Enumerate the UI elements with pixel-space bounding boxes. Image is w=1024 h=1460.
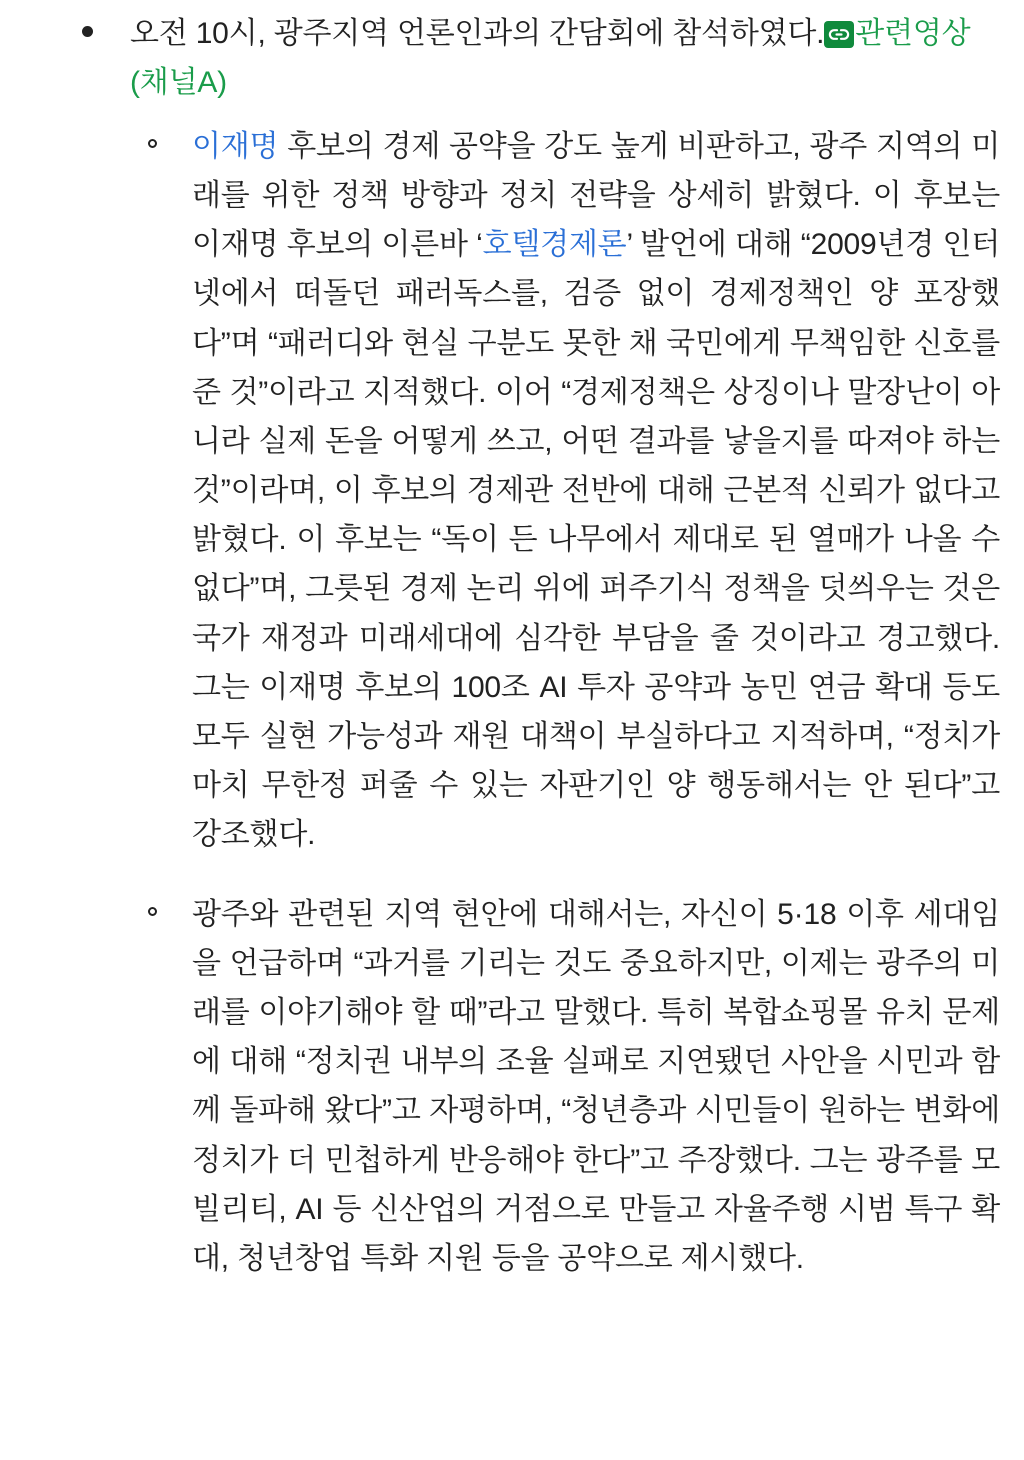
sub-item-text: 광주와 관련된 지역 현안에 대해서는, 자신이 5·18 이후 세대임을 언급하며 “과거를 기리는 것도 중요하지만, 이제는 광주의 미래를 이야기해야 할 때”라고 말했다. 특히 복합쇼핑몰 유치 문제에 대해 “정치권 내부의 조율 실패로 지연됐던 사안을 시민과 함께 돌파해 왔다”고 자평하며, “청년층과 시민들이 원하는 변화에 정치가 더 민첩하게 반응해야 한다”고 주장했다. 그는 광주를 모빌리티, AI 등 신산업의 거점으로 만들고 자율주행 시범 특구 확대, 청년창업 특화 지원 등을 공약으로 제시했다.: [192, 897, 1000, 1275]
bullet-text: 오전 10시, 광주지역 언론인과의 간담회에 참석하였다.: [130, 17, 825, 50]
sub-item-text-part1: 후보의 경제 공약을 강도 높게 비판하고, 광주 지역의 미래를 위한 정책 방향과 정치 전략을 상세히 밝혔다. 이 후보는 이재명 후보의 이른바 ‘: [192, 129, 1000, 262]
person-link-lee-jaemyung[interactable]: 이재명: [192, 129, 279, 163]
term-link-hotel-economics[interactable]: 호텔경제론: [482, 228, 627, 262]
sub-bullet-marker-icon: [148, 907, 157, 916]
link-chip-icon[interactable]: [824, 21, 854, 48]
sub-bullet-marker-icon: [148, 139, 157, 148]
list-item: [130, 890, 1000, 1284]
bullet-list: [24, 10, 1000, 1283]
list-item: [24, 10, 1000, 1283]
related-video-link[interactable]: 관련영상(채널A): [130, 17, 971, 99]
sub-bullet-list: [130, 122, 1000, 1283]
bullet-marker-icon: [82, 26, 93, 37]
sub-item-text-part2: ’ 발언에 대해 “2009년경 인터넷에서 떠돌던 패러독스를, 검증 없이 경제정책인 양 포장했다”며 “패러디와 현실 구분도 못한 채 국민에게 무책임한 신호를 준 것”이라고 지적했다. 이어 “경제정책은 상징이나 말장난이 아니라 실제 돈을 어떻게 쓰고, 어떤 결과를 낳을지를 따져야 하는 것”이라며, 이 후보의 경제관 전반에 대해 근본적 신뢰가 없다고 밝혔다. 이 후보는 “독이 든 나무에서 제대로 된 열매가 나올 수 없다”며, 그릇된 경제 논리 위에 퍼주기식 정책을 덧씌우는 것은 국가 재정과 미래세대에 심각한 부담을 줄 것이라고 경고했다. 그는 이재명 후보의 100조 AI 투자 공약과 농민 연금 확대 등도 모두 실현 가능성과 재원 대책이 부실하다고 지적하며, “정치가 마치 무한정 퍼줄 수 있는 자판기인 양 행동해서는 안 된다”고 강조했다.: [192, 228, 1001, 852]
list-item: [130, 122, 1000, 860]
